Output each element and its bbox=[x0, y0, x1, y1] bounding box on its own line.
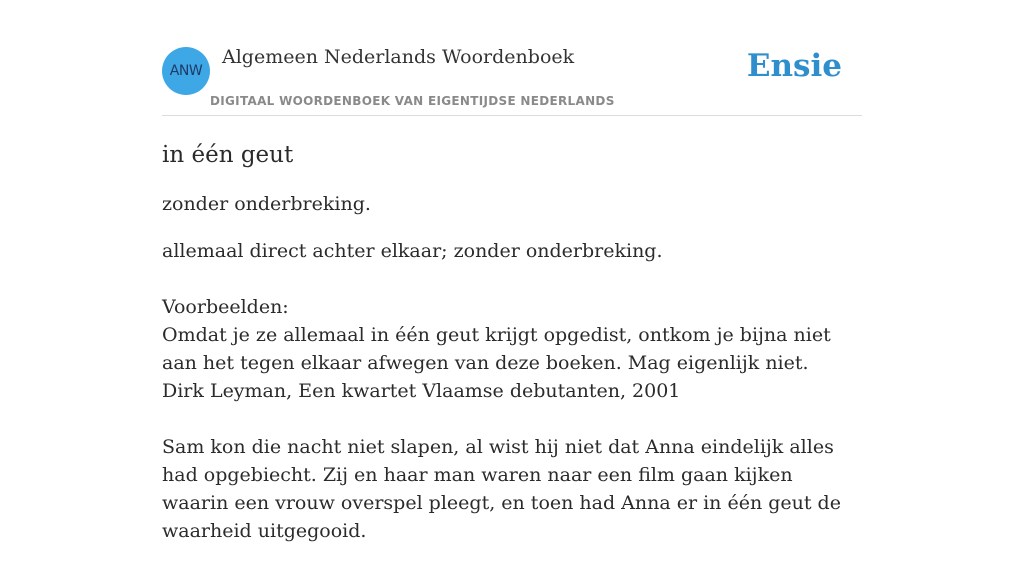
ensie-brand-link[interactable]: Ensie bbox=[746, 48, 842, 84]
anw-logo[interactable] bbox=[162, 47, 210, 95]
example-source: Dirk Leyman, Een kwartet Vlaamse debutanten, 2001 bbox=[162, 380, 681, 402]
logo-text: ANW bbox=[169, 63, 203, 79]
short-definition: zonder onderbreking. bbox=[162, 193, 371, 215]
page-title: in één geut bbox=[162, 142, 294, 168]
examples-label: Voorbeelden: bbox=[162, 296, 289, 318]
site-header bbox=[162, 0, 862, 116]
site-subtitle: DIGITAAL WOORDENBOEK VAN EIGENTIJDSE NEDERLANDS bbox=[210, 94, 615, 108]
example-item bbox=[162, 433, 862, 545]
site-title[interactable]: Algemeen Nederlands Woordenboek bbox=[222, 46, 575, 68]
example-text: Sam kon die nacht niet slapen, al wist hij niet dat Anna eindelijk alles had opgebiecht. Zij en haar man waren naar een film gaan kijken waarin een vrouw overspel pleegt, en toen had Anna er in één geut de waarheid uitgegooid. bbox=[162, 436, 841, 542]
entry-content bbox=[162, 140, 862, 573]
long-definition: allemaal direct achter elkaar; zonder onderbreking. bbox=[162, 240, 663, 262]
example-text: Omdat je ze allemaal in één geut krijgt opgedist, ontkom je bijna niet aan het tegen elkaar afwegen van deze boeken. Mag eigenlijk niet. bbox=[162, 324, 831, 374]
example-item bbox=[162, 321, 862, 405]
